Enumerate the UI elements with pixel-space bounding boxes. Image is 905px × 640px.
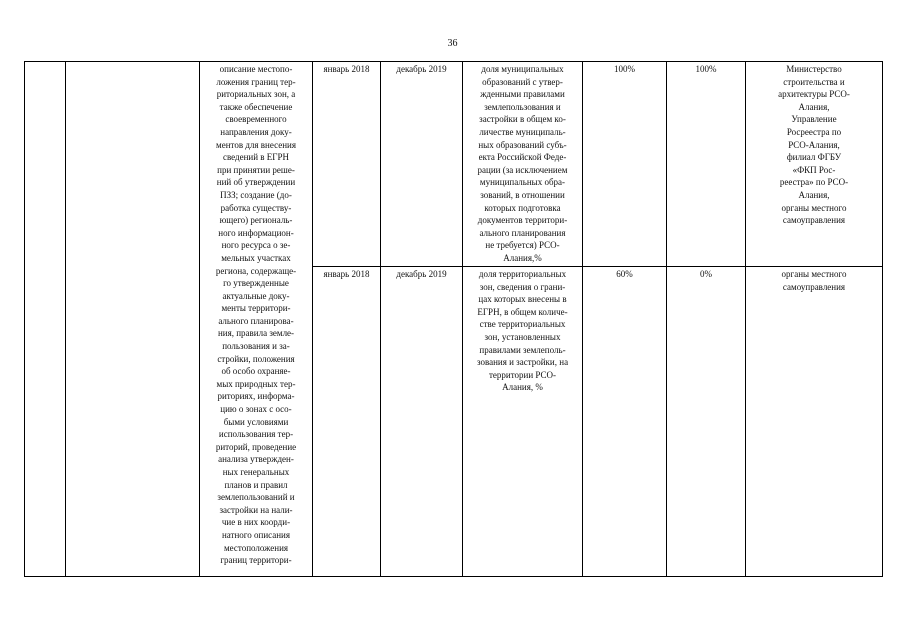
text-line: Алания, [798,101,830,112]
text-line: реестра» по РСО- [779,177,849,188]
text-line: границ территори- [220,555,292,566]
text-line: личестве муниципаль- [479,126,566,137]
table-row [25,62,883,267]
text-line: об особо охраняе- [221,366,291,377]
value-1: 100% [614,64,635,74]
text-line: Алания, [798,189,830,200]
document-table [24,61,883,577]
value-cell-2 [667,267,746,577]
responsible-cell [746,267,883,577]
text-line: архитектуры РСО- [778,89,850,100]
indicator-text [465,63,580,265]
text-line: мельных участках [221,252,291,263]
description-cell [200,62,313,577]
text-line: использования тер- [218,429,294,440]
text-line: ЕГРН, в общем количе- [477,306,568,317]
text-line: зования и застройки, на [476,357,569,368]
text-line: правилами землеполь- [479,344,566,355]
text-line: ПЗЗ; создание (до- [220,189,292,200]
text-line: рации (за исключением [477,164,568,175]
text-line: органы местного [781,202,847,213]
text-line: Министерство [786,64,842,74]
text-line: ных генеральных [222,467,290,477]
text-line: ющего) региональ- [219,215,293,226]
value-cell-1 [583,62,667,267]
text-line: зон, установленных [484,331,561,342]
text-line: самоуправления [782,281,846,292]
text-line: цах которых внесены в [478,294,567,305]
text-line: застройки на нали- [219,504,293,515]
text-line: документов территори- [477,215,568,226]
end-date-cell [381,267,463,577]
indicator-cell [463,267,583,577]
text-line: доля территориальных [478,269,567,279]
text-line: риториях, информа- [217,391,295,402]
text-line: местоположения [223,542,289,553]
text-line: самоуправления [782,215,846,226]
text-line: пользования и за- [222,341,290,352]
text-line: планов и правил [224,479,288,490]
text-line: го утвержденные [223,278,289,289]
text-line: чие в них коорди- [221,517,291,528]
text-line: образований с утвер- [482,76,563,87]
text-line: ных образований субъ- [478,139,567,150]
text-line: землепользований и [217,492,295,503]
text-line: строительства и [783,76,845,87]
value-2: 0% [700,269,712,279]
end-date-cell [381,62,463,267]
text-line: работка существу- [220,202,292,213]
text-line: риторий, проведение [215,441,297,452]
text-line: которых подготовка [484,202,561,213]
text-line: ния, правила земле- [217,328,295,339]
text-line: направления доку- [220,126,292,137]
text-line: органы местного [781,269,847,279]
text-line: стройки, положения [217,353,295,364]
text-line: зований, в отношении [480,189,565,200]
responsible-cell [746,62,883,267]
text-line: Алания,% [503,252,542,263]
text-line: ного информацион- [218,227,294,238]
text-line: доля муниципальных [481,64,564,74]
text-line: Алания, % [502,382,543,393]
text-line: также обеспечение [219,101,293,112]
text-line: филиал ФГБУ [786,152,842,163]
start-date: январь 2018 [323,269,370,279]
text-line: ний об утверждении [216,177,296,188]
text-line: ложения границ тер- [216,76,296,87]
text-line: актуальные доку- [222,290,290,301]
start-date: январь 2018 [323,64,370,74]
text-line: Управление [791,114,837,125]
text-line: «ФКП Рос- [792,164,836,175]
value-cell-2 [667,62,746,267]
text-line: ального планирования [479,227,566,238]
indicator-cell [463,62,583,267]
text-line: быми условиями [223,416,289,427]
text-line: жденными правилами [480,89,565,100]
text-line: стве территориальных [479,319,566,330]
text-line: ного ресурса о зе- [221,240,291,251]
value-1: 60% [616,269,633,279]
text-line: натного описания [221,529,291,540]
text-line: муниципальных обра- [479,177,566,188]
responsible-text [748,268,880,293]
description-text [202,63,310,567]
empty-cell-name [66,62,200,577]
text-line: риториальных зон, а [216,89,296,100]
page-number: 36 [447,38,458,49]
empty-cell-number [25,62,66,577]
text-line: своевременного [225,114,287,125]
end-date: декабрь 2019 [396,64,447,74]
text-line: зон, сведения о грани- [479,281,566,292]
text-line: ального планирова- [218,315,294,326]
text-line: не требуется) РСО- [485,240,560,251]
indicator-text [465,268,580,394]
text-line: РСО-Алания, [788,139,840,150]
value-2: 100% [695,64,717,74]
text-line: застройки в общем ко- [479,114,566,125]
text-line: региона, содержаще- [215,265,297,276]
text-line: при принятии реше- [217,164,295,175]
value-cell-1 [583,267,667,577]
start-date-cell [313,62,381,267]
text-line: сведений в ЕГРН [222,152,290,163]
end-date: декабрь 2019 [396,269,447,279]
text-line: Росреестра по [786,126,842,137]
text-line: екта Российской Феде- [478,152,567,163]
text-line: анализа утвержден- [218,454,294,465]
responsible-text [748,63,880,227]
text-line: землепользования и [484,101,561,112]
start-date-cell [313,267,381,577]
text-line: мых природных тер- [216,378,296,389]
text-line: цию о зонах с осо- [220,404,292,415]
text-line: менты территори- [221,303,291,314]
text-line: описание местопо- [219,64,293,74]
text-line: ментов для внесения [216,139,296,150]
text-line: территории РСО- [488,369,557,380]
